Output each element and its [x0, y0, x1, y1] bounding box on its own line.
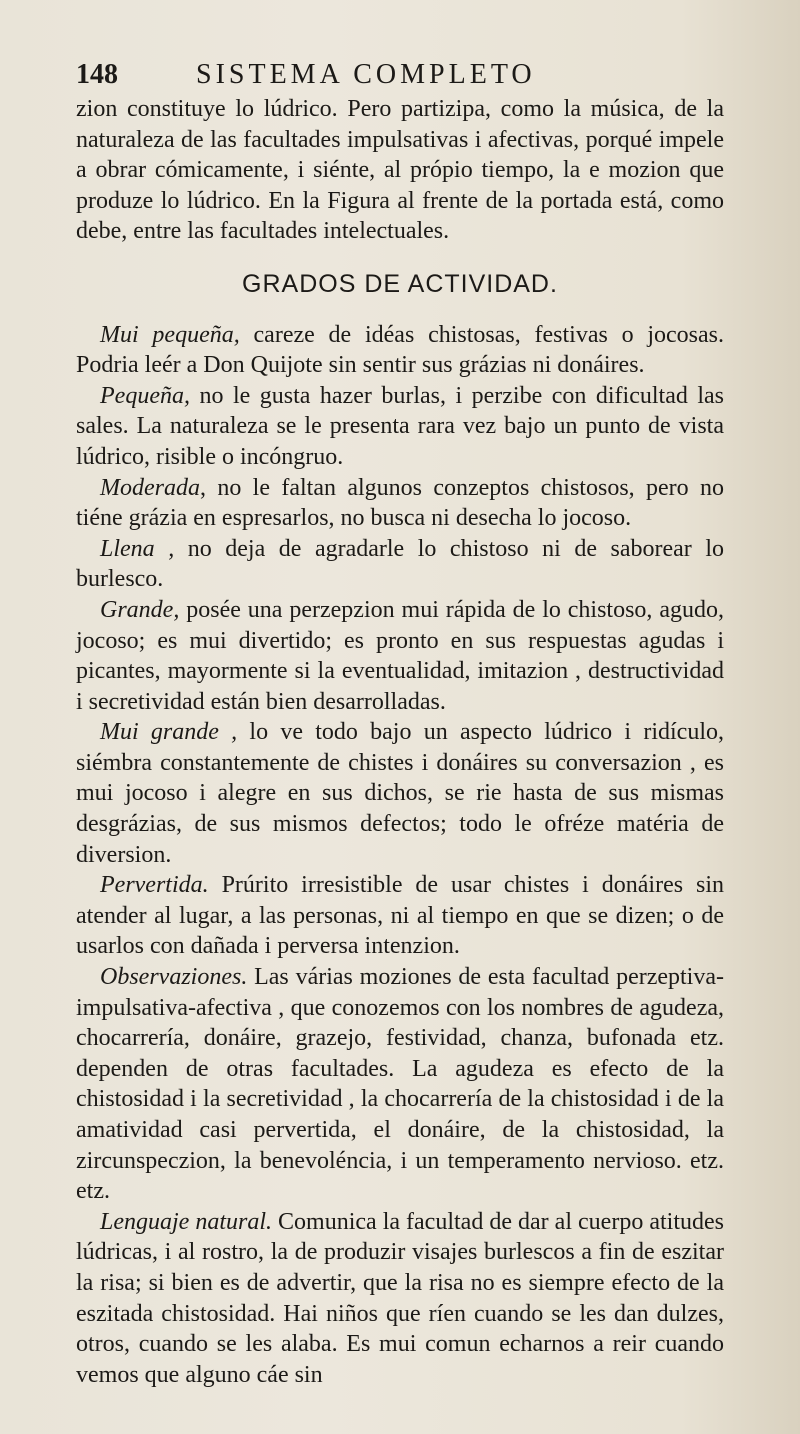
degree-term: Grande, [100, 596, 180, 623]
paragraph-text: Las várias moziones de esta facultad perzeptiva-impulsativa-afectiva , que conozemos con los nombres de agudeza, chocarrería, donáire, grazejo, festividad, chanza, bufonada etz. dependen de otras facultades. La agudeza es efecto de la chistosidad i la secretividad , la chocarrería de la chistosidad i de la amatividad casi pervertida, el donáire, de la chistosidad, la zircunspeczion, la benevoléncia, i un temperamento nervioso. etz. etz. [76, 964, 724, 1205]
section-title: GRADOS DE ACTIVIDAD. [242, 269, 558, 298]
page-number: 148 [76, 59, 118, 90]
paragraph-text: no deja de agradarle lo chistoso ni de saborear lo burlesco. [76, 535, 724, 593]
page-text [76, 60, 724, 1390]
paragraph-text: posée una perzepzion mui rápida de lo chistoso, agudo, jocoso; es mui divertido; es pronto en sus respuestas agudas i picantes, mayormente si la eventualidad, imitazion , destructividad i secretividad están bien desarrolladas. [76, 596, 724, 715]
paragraph-text: lo ve todo bajo un aspecto lúdrico i ridículo, siémbra constantemente de chistes i donáires su conversazion , es mui jocoso i alegre en sus dichos, se rie hasta de sus mismas desgrázias, de sus mismos defectos; todo le ofréze matéria de diversion. [76, 719, 724, 868]
intro-paragraph: zion constituye lo lúdrico. Pero partizipa, como la música, de la naturaleza de las facultades impulsativas i afectivas, porqué impele a obrar cómicamente, i siénte, al própio tiempo, la e mozion que produze lo lúdrico. En la Figura al frente de la portada está, como debe, entre las facultades intelectuales. [76, 96, 724, 245]
paragraph-mui-grande [76, 717, 724, 870]
paragraph-observaziones [76, 962, 724, 1207]
paragraph-pequena [76, 381, 724, 473]
paragraph-grande [76, 595, 724, 717]
degree-term: Pequeña, [100, 382, 190, 409]
paragraph-moderada [76, 473, 724, 534]
paragraph-text: Prúrito irresistible de usar chistes i donáires sin atender al lugar, a las personas, ni al tiempo en que se dizen; o de usarlos con dañada i perversa intenzion. [76, 872, 724, 960]
degree-term: Pervertida. [100, 872, 209, 899]
degree-term: Observaziones. [100, 964, 248, 991]
paragraph-mui-pequena [76, 320, 724, 381]
degree-term: Moderada [100, 474, 200, 501]
degree-term: Lenguaje natural. [100, 1208, 273, 1235]
paragraph-text: , no le faltan algunos conzeptos chistosos, pero no tiéne grázia en espresarlos, no busca ni desecha lo jocoso. [76, 474, 724, 532]
degree-term: Mui pequeña, [100, 321, 240, 348]
degree-term: Llena , [100, 535, 175, 562]
paragraph-text: careze de idéas chistosas, festivas o jocosas. Podria leér a Don Quijote sin sentir sus grázias ni donáires. [76, 321, 725, 379]
paragraph-text: Comunica la facultad de dar al cuerpo atitudes lúdricas, i al rostro, la de produzir visajes burlescos a fin de eszitar la risa; si bien es de advertir, que la risa no es siempre efecto de la eszitada chistosidad. Hai niños que ríen cuando se les dan dulzes, otros, cuando se les alaba. Es mui comun echarnos a reir cuando vemos que alguno cáe sin [76, 1208, 724, 1388]
degree-term: Mui grande , [100, 719, 238, 746]
paragraph-text: no le gusta hazer burlas, i perzibe con dificultad las sales. La naturaleza se le presenta rara vez bajo un punto de vista lúdrico, risible o incóngruo. [76, 382, 724, 470]
paragraph-llena [76, 534, 724, 595]
paragraph-pervertida [76, 870, 724, 962]
page-header [76, 60, 724, 94]
paragraph-lenguaje-natural [76, 1207, 724, 1391]
running-title: SISTEMA COMPLETO [196, 59, 536, 90]
